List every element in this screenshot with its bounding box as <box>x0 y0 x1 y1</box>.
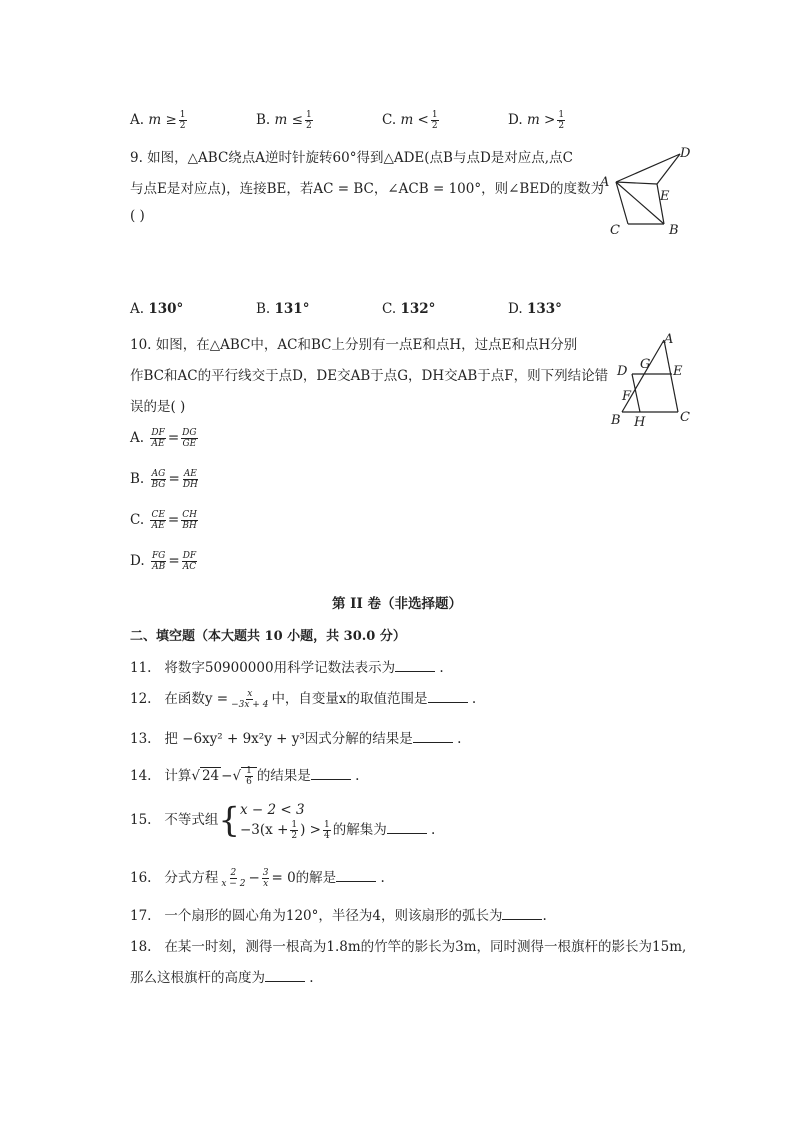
q10-line-3: 误的是( ) <box>130 399 186 415</box>
part2-title: 第 II 卷（非选择题） <box>331 596 463 612</box>
q8-option-d: D. m > $\frac{1}{2}$ <box>508 110 565 131</box>
q10-figure <box>606 330 698 430</box>
q18-line-2: 那么这根旗杆的高度为 . <box>130 970 314 986</box>
q11-answer-blank[interactable] <box>395 659 435 672</box>
q8-option-c: C. m < $\frac{1}{2}$ <box>382 110 438 131</box>
q10-line-1: 10. 如图，在△ABC中，AC和BC上分别有一点E和点H，过点E和点H分别 <box>130 337 578 353</box>
q10-label-e: E <box>673 364 683 379</box>
q15: 15. 不等式组{ x − 2 < 3 −3(x + $\frac{1}{2}$ ) > $\frac{1}{4}$ 的解集为 . <box>130 800 436 841</box>
q10-label-a: A <box>664 332 674 347</box>
q17-answer-blank[interactable] <box>502 907 542 920</box>
q16: 16. 分式方程 $\frac{2}{x - 2}$ − $\frac{3}{x}$ = 0的解是 . <box>130 868 385 889</box>
q10-label-h: H <box>634 415 646 430</box>
q18-line-1: 18. 在某一时刻，测得一根高为1.8m的竹竿的影长为3m，同时测得一根旗杆的影长为15m, <box>130 939 687 955</box>
q10-label-d: D <box>617 364 628 379</box>
q9-line-1: 9. 如图，△ABC绕点A逆时针旋转60°得到△ADE(点B与点D是对应点,点C <box>130 150 573 166</box>
q12-answer-blank[interactable] <box>428 690 468 703</box>
q12: 12. 在函数y = $\frac{x}{-3x + 4}$ 中，自变量x的取值范围是 . <box>130 689 477 710</box>
q16-answer-blank[interactable] <box>336 869 376 882</box>
q14: 14. 计算√ 24 −√ $\frac{1}{6}$ 的结果是 . <box>130 766 360 787</box>
q8-option-a: A. m ≥ $\frac{1}{2}$ <box>130 110 186 131</box>
q10-option-b: B. $\frac{AG}{BG}$ = $\frac{AE}{DH}$ <box>130 469 198 490</box>
q13: 13. 把 −6xy² + 9x²y + y³因式分解的结果是 . <box>130 731 462 747</box>
q11: 11. 将数字50900000用科学记数法表示为 . <box>130 660 444 676</box>
q15-answer-blank[interactable] <box>387 821 427 834</box>
q9-option-d: D. 133° <box>508 301 562 317</box>
q15-system: x − 2 < 3 −3(x + $\frac{1}{2}$ ) > $\frac{1}{4}$ 的解集为 . <box>240 802 436 841</box>
q9-label-a: A <box>600 175 610 190</box>
q8-option-b: B. m ≤ $\frac{1}{2}$ <box>256 110 312 131</box>
q9-line-2: 与点E是对应点)，连接BE，若AC = BC，∠ACB = 100°，则∠BED的度数为 <box>130 181 605 197</box>
q10-option-d: D. $\frac{FG}{AB}$ = $\frac{DF}{AC}$ <box>130 551 197 572</box>
q10-label-c: C <box>680 410 690 425</box>
q14-answer-blank[interactable] <box>311 767 351 780</box>
q9-label-b: B <box>669 223 679 238</box>
q9-line-3: ( ) <box>130 208 145 224</box>
q10-line-2: 作BC和AC的平行线交于点D，DE交AB于点G，DH交AB于点F，则下列结论错 <box>130 368 609 384</box>
q9-label-e: E <box>660 189 670 204</box>
q10-label-g: G <box>640 357 651 372</box>
q17: 17. 一个扇形的圆心角为120°，半径为4，则该扇形的弧长为 . <box>130 908 547 924</box>
q18-answer-blank[interactable] <box>265 969 305 982</box>
q10-option-c: C. $\frac{CE}{AE}$ = $\frac{CH}{BH}$ <box>130 510 197 531</box>
q9-option-c: C. 132° <box>382 301 436 317</box>
q9-figure <box>596 142 700 238</box>
q10-label-f: F <box>622 389 632 404</box>
q9-option-a: A. 130° <box>130 301 184 317</box>
q13-answer-blank[interactable] <box>413 730 453 743</box>
q9-label-c: C <box>610 223 620 238</box>
section2-heading: 二、填空题（本大题共 10 小题，共 30.0 分） <box>130 629 406 644</box>
q9-option-b: B. 131° <box>256 301 310 317</box>
q9-label-d: D <box>680 146 691 161</box>
q10-option-a: A. $\frac{DF}{AE}$ = $\frac{DG}{GE}$ <box>130 428 197 449</box>
q10-label-b: B <box>611 413 621 428</box>
